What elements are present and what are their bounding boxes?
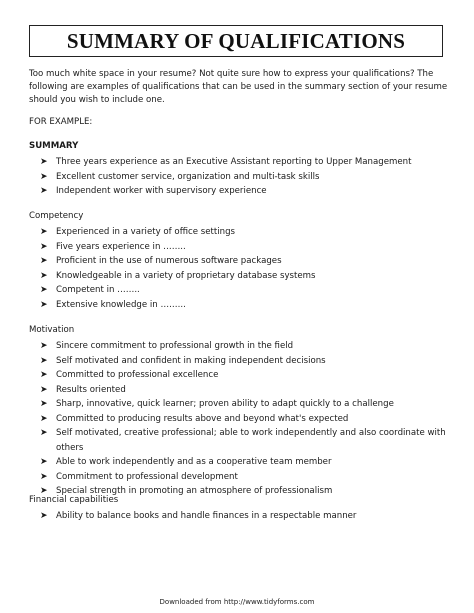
list-item: [29, 368, 459, 383]
arrow-bullet-icon: ➤: [40, 270, 48, 281]
for-example-label: FOR EXAMPLE:: [29, 117, 93, 127]
list-item-text: Proficient in the use of numerous software packages: [56, 256, 282, 266]
list-item: [29, 412, 459, 427]
list-item-text: Self motivated, creative professional; able to work independently and also coordinate with others: [56, 428, 446, 453]
list-item-text: Commitment to professional development: [56, 471, 238, 482]
section-financial: [29, 494, 459, 524]
arrow-bullet-icon: ➤: [40, 413, 48, 424]
list-item-text: Ability to balance books and handle finances in a respectable manner: [56, 511, 357, 521]
section-heading: Motivation: [29, 325, 75, 335]
arrow-bullet-icon: ➤: [40, 384, 48, 395]
list-item-text: Independent worker with supervisory experience: [56, 186, 267, 196]
list-item-text: Three years experience as an Executive Assistant reporting to Upper Management: [56, 157, 412, 167]
arrow-bullet-icon: ➤: [40, 157, 48, 167]
list-item-text: Self motivated and confident in making independent decisions: [56, 355, 326, 366]
arrow-bullet-icon: ➤: [40, 241, 48, 252]
footer-link[interactable]: http://www.tidyforms.com: [223, 598, 315, 606]
list-item-text: Competent in ……..: [56, 285, 140, 295]
list-item: [29, 298, 459, 313]
item-list: [29, 339, 459, 499]
list-item: [29, 269, 459, 284]
list-item-text: Knowledgeable in a variety of proprietary database systems: [56, 270, 316, 281]
arrow-bullet-icon: ➤: [40, 370, 48, 380]
list-item-text: Experienced in a variety of office settings: [56, 227, 236, 237]
list-item: [29, 240, 459, 255]
list-item: [29, 509, 459, 524]
list-item: [29, 254, 459, 269]
list-item: [29, 339, 459, 354]
arrow-bullet-icon: ➤: [40, 428, 48, 438]
footer: [0, 598, 474, 606]
list-item: [29, 455, 459, 470]
list-item: [29, 184, 459, 199]
arrow-bullet-icon: ➤: [40, 471, 48, 482]
item-list: [29, 225, 459, 312]
list-item-text: Sharp, innovative, quick learner; proven ability to adapt quickly to a challenge: [56, 399, 394, 409]
list-item-text: Extensive knowledge in ……...: [56, 299, 186, 310]
list-item: [29, 170, 459, 185]
arrow-bullet-icon: ➤: [40, 457, 48, 467]
arrow-bullet-icon: ➤: [40, 511, 48, 521]
section-motivation: [29, 324, 459, 499]
list-item-text: Five years experience in ……..: [56, 241, 186, 252]
list-item: [29, 397, 459, 412]
arrow-bullet-icon: ➤: [40, 186, 48, 196]
list-item-text: Excellent customer service, organization and multi-task skills: [56, 171, 320, 182]
list-item: [29, 283, 459, 298]
list-item-text: Sincere commitment to professional growth in the field: [56, 341, 294, 351]
section-heading: Competency: [29, 211, 84, 221]
arrow-bullet-icon: ➤: [40, 256, 48, 266]
section-heading: Financial capabilities: [29, 495, 119, 505]
arrow-bullet-icon: ➤: [40, 227, 48, 237]
arrow-bullet-icon: ➤: [40, 341, 48, 351]
list-item-text: Special strength in promoting an atmosphere of professionalism: [56, 486, 333, 496]
arrow-bullet-icon: ➤: [40, 486, 48, 496]
item-list: [29, 509, 459, 524]
list-item: [29, 354, 459, 369]
section-heading: SUMMARY: [29, 141, 79, 151]
list-item: [29, 383, 459, 398]
footer-prefix: Downloaded from: [159, 598, 222, 606]
section-summary: [29, 140, 459, 199]
list-item-text: Committed to producing results above and beyond what's expected: [56, 413, 349, 424]
list-item: [29, 155, 459, 170]
page-title: SUMMARY OF QUALIFICATIONS: [66, 28, 406, 53]
list-item-text: Able to work independently and as a cooperative team member: [56, 457, 332, 467]
list-item-text: Committed to professional excellence: [56, 370, 219, 380]
intro-paragraph: Too much white space in your resume? Not quite sure how to express your qualifications? The following are examples of qualifications that can be used in the summary section of your resume should you wish to include one.: [29, 69, 448, 105]
list-item: [29, 225, 459, 240]
arrow-bullet-icon: ➤: [40, 355, 48, 366]
arrow-bullet-icon: ➤: [40, 299, 48, 310]
section-competency: [29, 210, 459, 312]
arrow-bullet-icon: ➤: [40, 399, 48, 409]
list-item: [29, 426, 459, 455]
arrow-bullet-icon: ➤: [40, 285, 48, 295]
list-item: [29, 470, 459, 485]
item-list: [29, 155, 459, 199]
arrow-bullet-icon: ➤: [40, 171, 48, 182]
title-box: [29, 25, 443, 57]
list-item-text: Results oriented: [56, 384, 126, 395]
